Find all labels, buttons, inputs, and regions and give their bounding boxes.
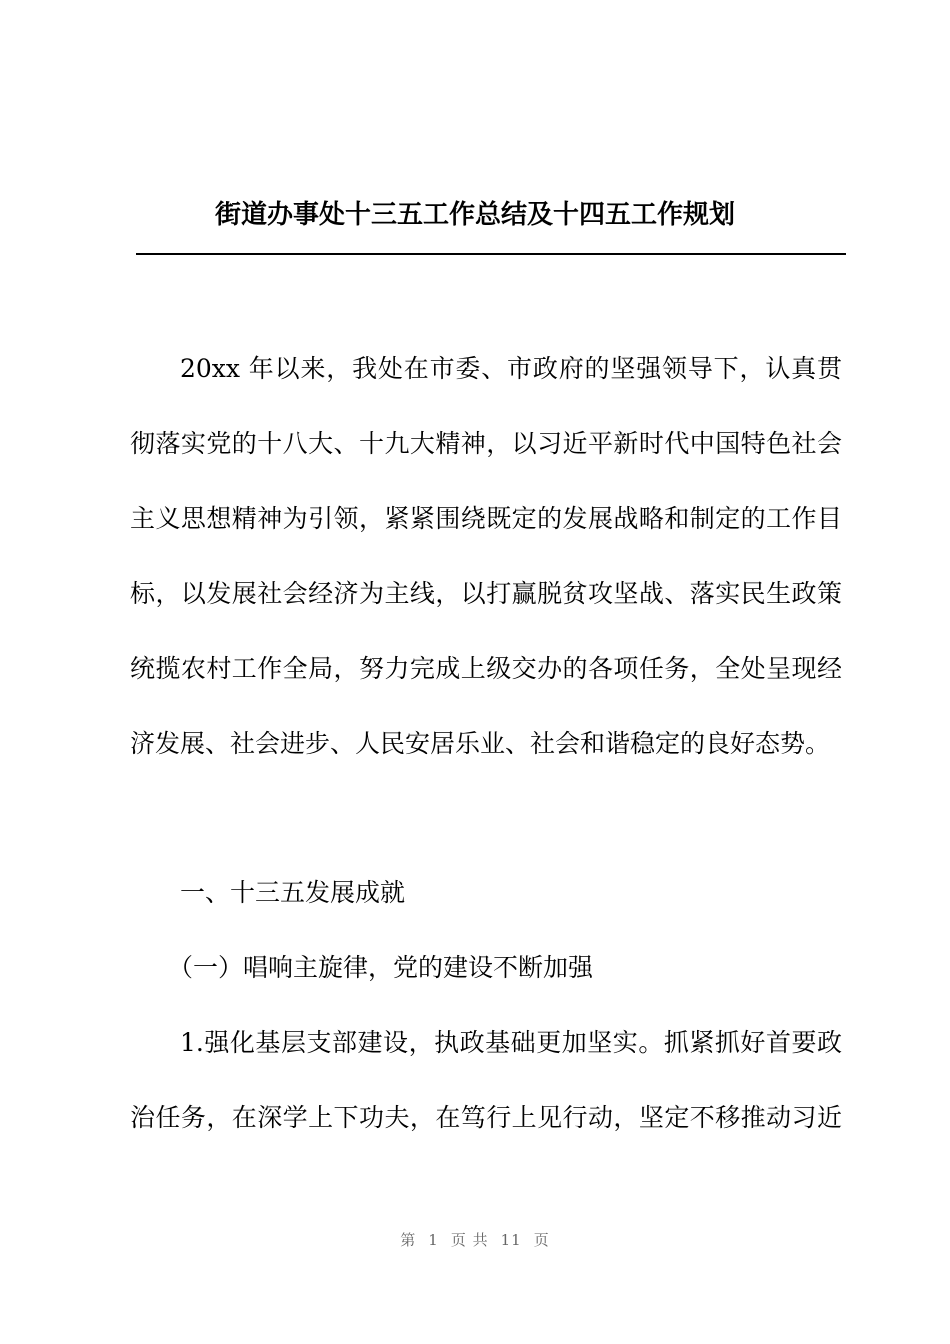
paragraph-line: 标，以发展社会经济为主线，以打赢脱贫攻坚战、落实民生政策 — [130, 579, 842, 608]
document-title: 街道办事处十三五工作总结及十四五工作规划 — [214, 200, 735, 230]
paragraph-line: 治任务，在深学上下功夫，在笃行上见行动，坚定不移推动习近 — [130, 1103, 842, 1132]
paragraph-line: 统揽农村工作全局，努力完成上级交办的各项任务，全处呈现经 — [130, 654, 842, 683]
footer-current-page: 1 — [428, 1231, 439, 1249]
section-heading: 一、十三五发展成就 — [180, 878, 406, 907]
footer-of-label: 页 共 — [450, 1231, 489, 1249]
paragraph-line: 济发展、社会进步、人民安居乐业、社会和谐稳定的良好态势。 — [130, 729, 831, 758]
title-underline — [136, 253, 846, 255]
paragraph-line: 20xx 年以来，我处在市委、市政府的坚强领导下，认真贯 — [180, 354, 842, 383]
paragraph-line: 彻落实党的十八大、十九大精神，以习近平新时代中国特色社会 — [130, 429, 842, 458]
footer-total-pages: 11 — [500, 1231, 522, 1249]
subsection-heading: （一）唱响主旋律，党的建设不断加强 — [168, 953, 594, 982]
paragraph-line: 主义思想精神为引领，紧紧围绕既定的发展战略和制定的工作目 — [130, 504, 842, 533]
footer-end-label: 页 — [533, 1231, 550, 1249]
paragraph-line: 1.强化基层支部建设，执政基础更加坚实。抓紧抓好首要政 — [180, 1028, 842, 1057]
page-footer — [0, 1228, 950, 1252]
footer-page-label: 第 — [400, 1231, 417, 1249]
